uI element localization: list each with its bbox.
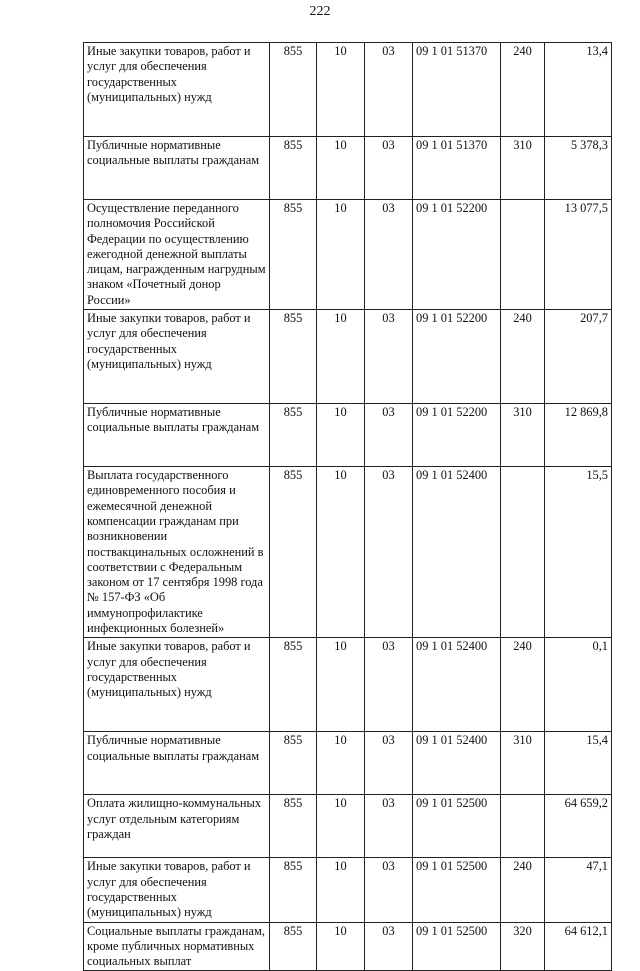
section-code-cell: 10	[317, 200, 365, 310]
ministry-code-cell: 855	[270, 467, 317, 638]
table-row	[84, 200, 612, 310]
ministry-code-cell: 855	[270, 858, 317, 922]
expense-type-cell: 240	[501, 638, 545, 732]
expense-name-cell: Социальные выплаты гражданам, кроме публичных нормативных социальных выплат	[84, 922, 270, 971]
table-row	[84, 310, 612, 404]
amount-cell: 64 659,2	[545, 795, 612, 858]
section-code-cell: 10	[317, 795, 365, 858]
table-row	[84, 137, 612, 200]
ministry-code-cell: 855	[270, 732, 317, 795]
expense-type-cell: 240	[501, 310, 545, 404]
budget-table	[83, 42, 612, 971]
amount-cell: 47,1	[545, 858, 612, 922]
subsection-code-cell: 03	[365, 922, 413, 971]
amount-cell: 13,4	[545, 43, 612, 137]
target-article-cell: 09 1 01 52200	[413, 404, 501, 467]
table-row	[84, 732, 612, 795]
target-article-cell: 09 1 01 51370	[413, 137, 501, 200]
amount-cell: 64 612,1	[545, 922, 612, 971]
section-code-cell: 10	[317, 467, 365, 638]
expense-type-cell: 310	[501, 404, 545, 467]
expense-name-cell: Иные закупки товаров, работ и услуг для обеспечения государственных (муниципальных) нужд	[84, 858, 270, 922]
amount-cell: 0,1	[545, 638, 612, 732]
expense-type-cell: 310	[501, 137, 545, 200]
target-article-cell: 09 1 01 52500	[413, 795, 501, 858]
table-row	[84, 922, 612, 971]
amount-cell: 12 869,8	[545, 404, 612, 467]
amount-cell: 15,5	[545, 467, 612, 638]
subsection-code-cell: 03	[365, 638, 413, 732]
amount-cell: 207,7	[545, 310, 612, 404]
section-code-cell: 10	[317, 137, 365, 200]
expense-type-cell	[501, 200, 545, 310]
target-article-cell: 09 1 01 52200	[413, 200, 501, 310]
ministry-code-cell: 855	[270, 43, 317, 137]
subsection-code-cell: 03	[365, 404, 413, 467]
expense-name-cell: Осуществление переданного полномочия Российской Федерации по осуществлению ежегодной денежной выплаты лицам, награжденным нагрудным знаком «Почетный донор России»	[84, 200, 270, 310]
ministry-code-cell: 855	[270, 200, 317, 310]
target-article-cell: 09 1 01 52400	[413, 638, 501, 732]
target-article-cell: 09 1 01 51370	[413, 43, 501, 137]
target-article-cell: 09 1 01 52200	[413, 310, 501, 404]
table-row	[84, 858, 612, 922]
subsection-code-cell: 03	[365, 310, 413, 404]
expense-type-cell: 240	[501, 43, 545, 137]
expense-type-cell	[501, 467, 545, 638]
expense-name-cell: Выплата государственного единовременного пособия и ежемесячной денежной компенсации гражданам при возникновении поствакцинальных осложнений в соответствии с Федеральным законом от 17 сентября 1998 года № 157-ФЗ «Об иммунопрофилактике инфекционных болезней»	[84, 467, 270, 638]
expense-type-cell	[501, 795, 545, 858]
expense-name-cell: Иные закупки товаров, работ и услуг для обеспечения государственных (муниципальных) нужд	[84, 638, 270, 732]
target-article-cell: 09 1 01 52400	[413, 732, 501, 795]
expense-type-cell: 240	[501, 858, 545, 922]
expense-name-cell: Публичные нормативные социальные выплаты гражданам	[84, 137, 270, 200]
expense-name-cell: Оплата жилищно-коммунальных услуг отдельным категориям граждан	[84, 795, 270, 858]
table-row	[84, 795, 612, 858]
section-code-cell: 10	[317, 858, 365, 922]
ministry-code-cell: 855	[270, 310, 317, 404]
section-code-cell: 10	[317, 404, 365, 467]
ministry-code-cell: 855	[270, 795, 317, 858]
subsection-code-cell: 03	[365, 137, 413, 200]
table-row	[84, 404, 612, 467]
expense-name-cell: Публичные нормативные социальные выплаты гражданам	[84, 732, 270, 795]
table-row	[84, 467, 612, 638]
subsection-code-cell: 03	[365, 467, 413, 638]
subsection-code-cell: 03	[365, 732, 413, 795]
expense-type-cell: 310	[501, 732, 545, 795]
section-code-cell: 10	[317, 922, 365, 971]
section-code-cell: 10	[317, 310, 365, 404]
amount-cell: 5 378,3	[545, 137, 612, 200]
target-article-cell: 09 1 01 52500	[413, 858, 501, 922]
table-row	[84, 43, 612, 137]
expense-type-cell: 320	[501, 922, 545, 971]
ministry-code-cell: 855	[270, 404, 317, 467]
section-code-cell: 10	[317, 43, 365, 137]
table-row	[84, 638, 612, 732]
subsection-code-cell: 03	[365, 795, 413, 858]
page-number: 222	[309, 4, 331, 19]
amount-cell: 15,4	[545, 732, 612, 795]
section-code-cell: 10	[317, 732, 365, 795]
amount-cell: 13 077,5	[545, 200, 612, 310]
ministry-code-cell: 855	[270, 137, 317, 200]
expense-name-cell: Публичные нормативные социальные выплаты гражданам	[84, 404, 270, 467]
ministry-code-cell: 855	[270, 638, 317, 732]
ministry-code-cell: 855	[270, 922, 317, 971]
expense-name-cell: Иные закупки товаров, работ и услуг для обеспечения государственных (муниципальных) нужд	[84, 310, 270, 404]
target-article-cell: 09 1 01 52400	[413, 467, 501, 638]
target-article-cell: 09 1 01 52500	[413, 922, 501, 971]
subsection-code-cell: 03	[365, 858, 413, 922]
subsection-code-cell: 03	[365, 200, 413, 310]
expense-name-cell: Иные закупки товаров, работ и услуг для обеспечения государственных (муниципальных) нужд	[84, 43, 270, 137]
section-code-cell: 10	[317, 638, 365, 732]
subsection-code-cell: 03	[365, 43, 413, 137]
